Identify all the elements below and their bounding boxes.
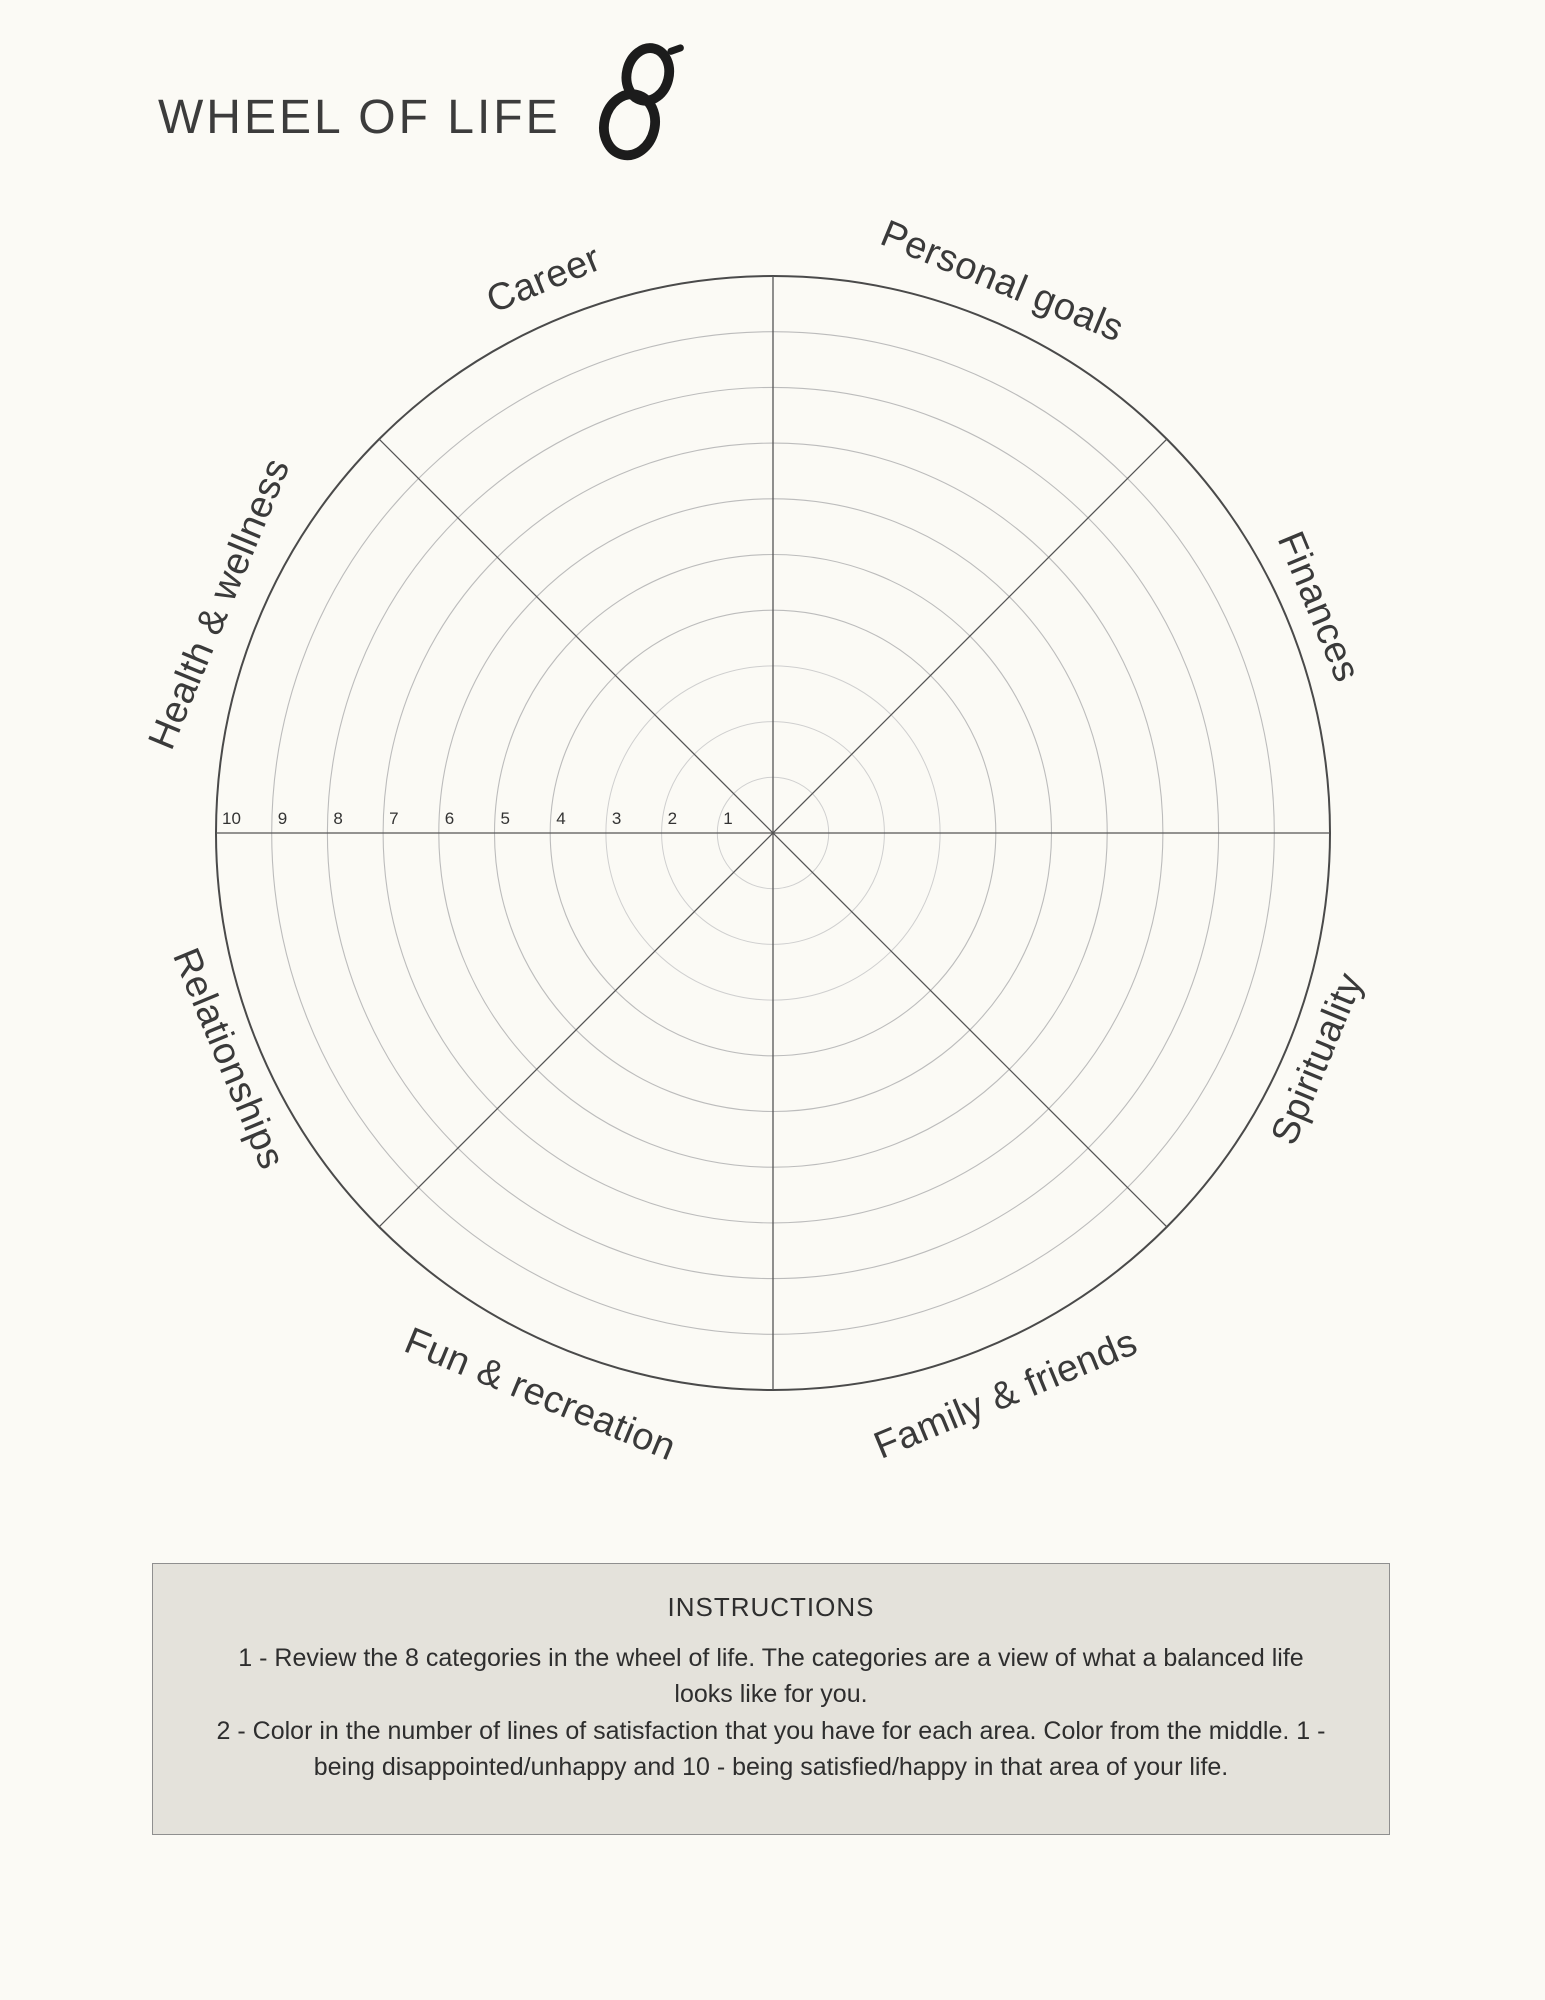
category-label-finances: Finances: [1268, 525, 1369, 688]
category-label-career: Career: [480, 237, 607, 322]
scale-number: 9: [277, 809, 288, 828]
wheel-scale: [222, 809, 733, 828]
category-label-family-friends: Family & friends: [868, 1321, 1144, 1468]
instructions-heading: INSTRUCTIONS: [667, 1592, 875, 1622]
category-label-relationships: Relationships: [164, 942, 293, 1176]
instruction-step-2: 2 - Color in the number of lines of satisfaction that you have for each area. Color from the middle. 1 - being disappointed/unhappy and 10 - being satisfied/happy in that area of your life.: [216, 1717, 1326, 1781]
wheel-spokes: [216, 276, 1330, 1390]
scale-number: 2: [667, 809, 678, 828]
scale-number: 6: [444, 809, 455, 828]
scale-number: 8: [333, 809, 343, 828]
scale-number: 7: [389, 809, 399, 828]
category-label-spirituality: Spirituality: [1263, 967, 1372, 1151]
scale-number: 4: [556, 809, 566, 828]
category-label-personal-goals: Personal goals: [874, 212, 1130, 351]
instruction-step-1: 1 - Review the 8 categories in the wheel of life. The categories are a view of what a balanced life looks like for you.: [238, 1644, 1304, 1708]
scale-number: 10: [222, 809, 241, 828]
category-label-health-wellness: Health & wellness: [140, 452, 299, 756]
scale-number: 5: [500, 809, 510, 828]
scale-number: 3: [611, 809, 622, 828]
category-label-fun-recreation: Fun & recreation: [398, 1319, 682, 1470]
scale-number: 1: [723, 809, 733, 828]
wheel-svg: [193, 253, 1353, 1413]
instructions-box: [152, 1563, 1390, 1835]
page-title: WHEEL OF LIFE: [158, 91, 561, 144]
